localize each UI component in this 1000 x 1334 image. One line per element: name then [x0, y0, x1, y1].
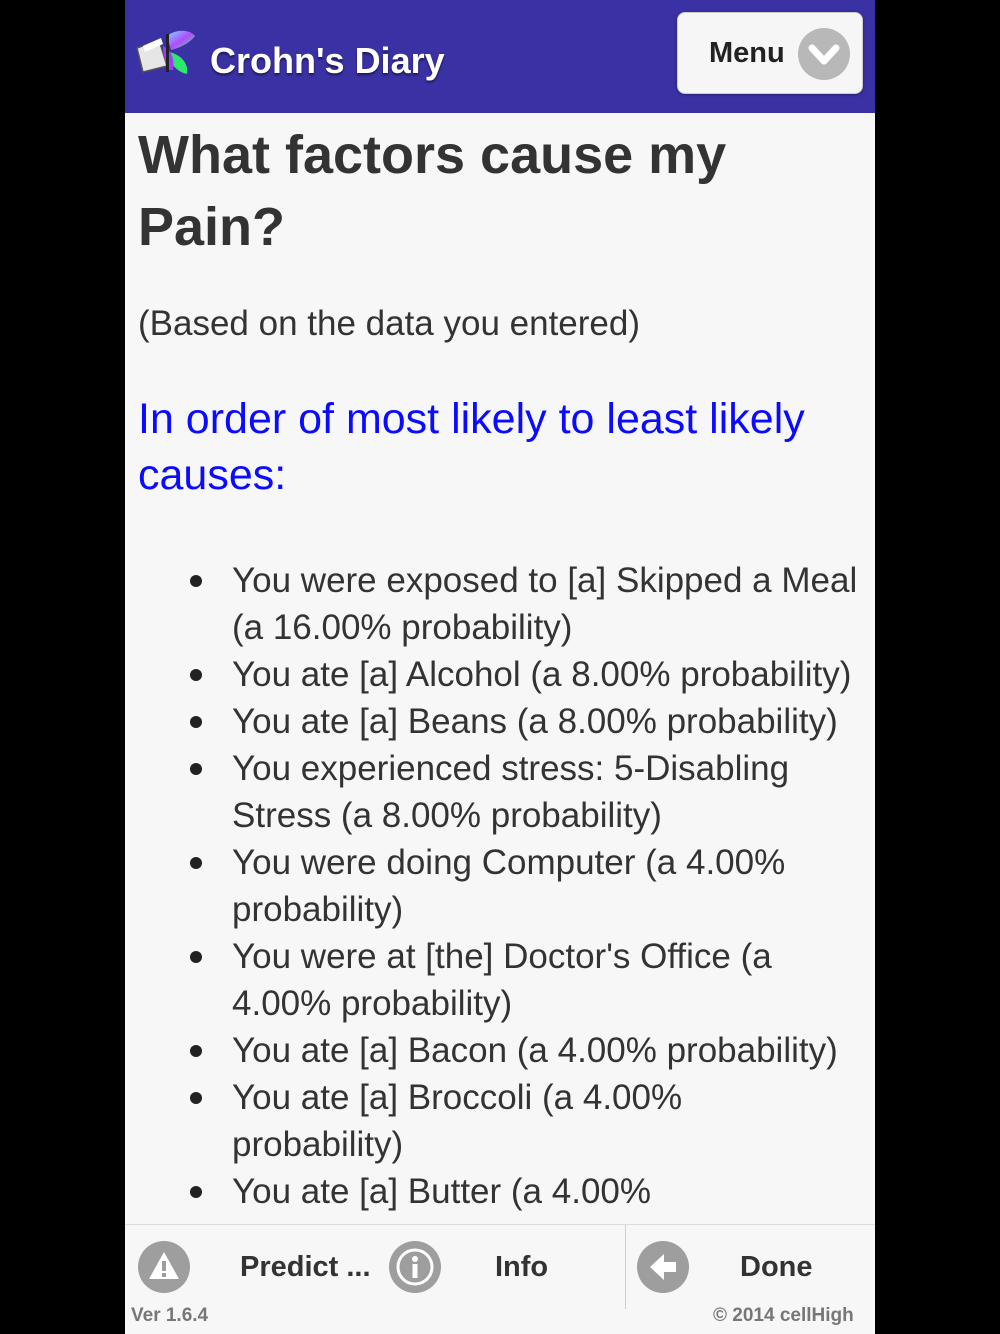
predict-label: Predict ... [240, 1251, 371, 1283]
app-screen [125, 0, 875, 1334]
menu-button[interactable] [677, 12, 863, 94]
footer-toolbar [125, 1224, 875, 1334]
cause-item: You were doing Computer (a 4.00% probability) [232, 839, 860, 933]
cause-item: You ate [a] Bacon (a 4.00% probability) [232, 1027, 860, 1074]
cause-item: You experienced stress: 5-Disabling Stress (a 8.00% probability) [232, 745, 860, 839]
info-label: Info [495, 1251, 549, 1283]
cause-item: You were at [the] Doctor's Office (a 4.00% probability) [232, 933, 860, 1027]
cause-item: You ate [a] Broccoli (a 4.00% probability) [232, 1074, 860, 1168]
info-button[interactable] [387, 1225, 623, 1309]
warning-icon [138, 1241, 190, 1293]
butterfly-book-logo-icon [133, 26, 205, 82]
menu-button-label: Menu [709, 37, 785, 69]
info-icon [389, 1241, 441, 1293]
done-label: Done [740, 1251, 813, 1283]
header-bar [125, 0, 875, 113]
page-title: What factors cause my Pain? [138, 125, 727, 257]
cause-item: You ate [a] Beans (a 8.00% probability) [232, 698, 860, 745]
back-arrow-icon [637, 1241, 689, 1293]
cause-item: You ate [a] Butter (a 4.00% [232, 1168, 860, 1215]
page-subtitle: (Based on the data you entered) [138, 304, 641, 343]
copyright-label: © 2014 cellHigh [713, 1305, 854, 1326]
main-content [138, 113, 860, 1215]
cause-item: You were exposed to [a] Skipped a Meal (a 16.00% probability) [232, 557, 860, 651]
done-button[interactable] [627, 1225, 875, 1309]
predict-button[interactable] [125, 1225, 385, 1309]
version-label: Ver 1.6.4 [131, 1305, 209, 1326]
causes-list [138, 557, 860, 1215]
app-title: Crohn's Diary [210, 40, 445, 81]
chevron-down-icon [798, 28, 850, 80]
causes-heading: In order of most likely to least likely causes: [138, 395, 805, 499]
cause-item: You ate [a] Alcohol (a 8.00% probability) [232, 651, 860, 698]
footer-divider [625, 1225, 626, 1309]
